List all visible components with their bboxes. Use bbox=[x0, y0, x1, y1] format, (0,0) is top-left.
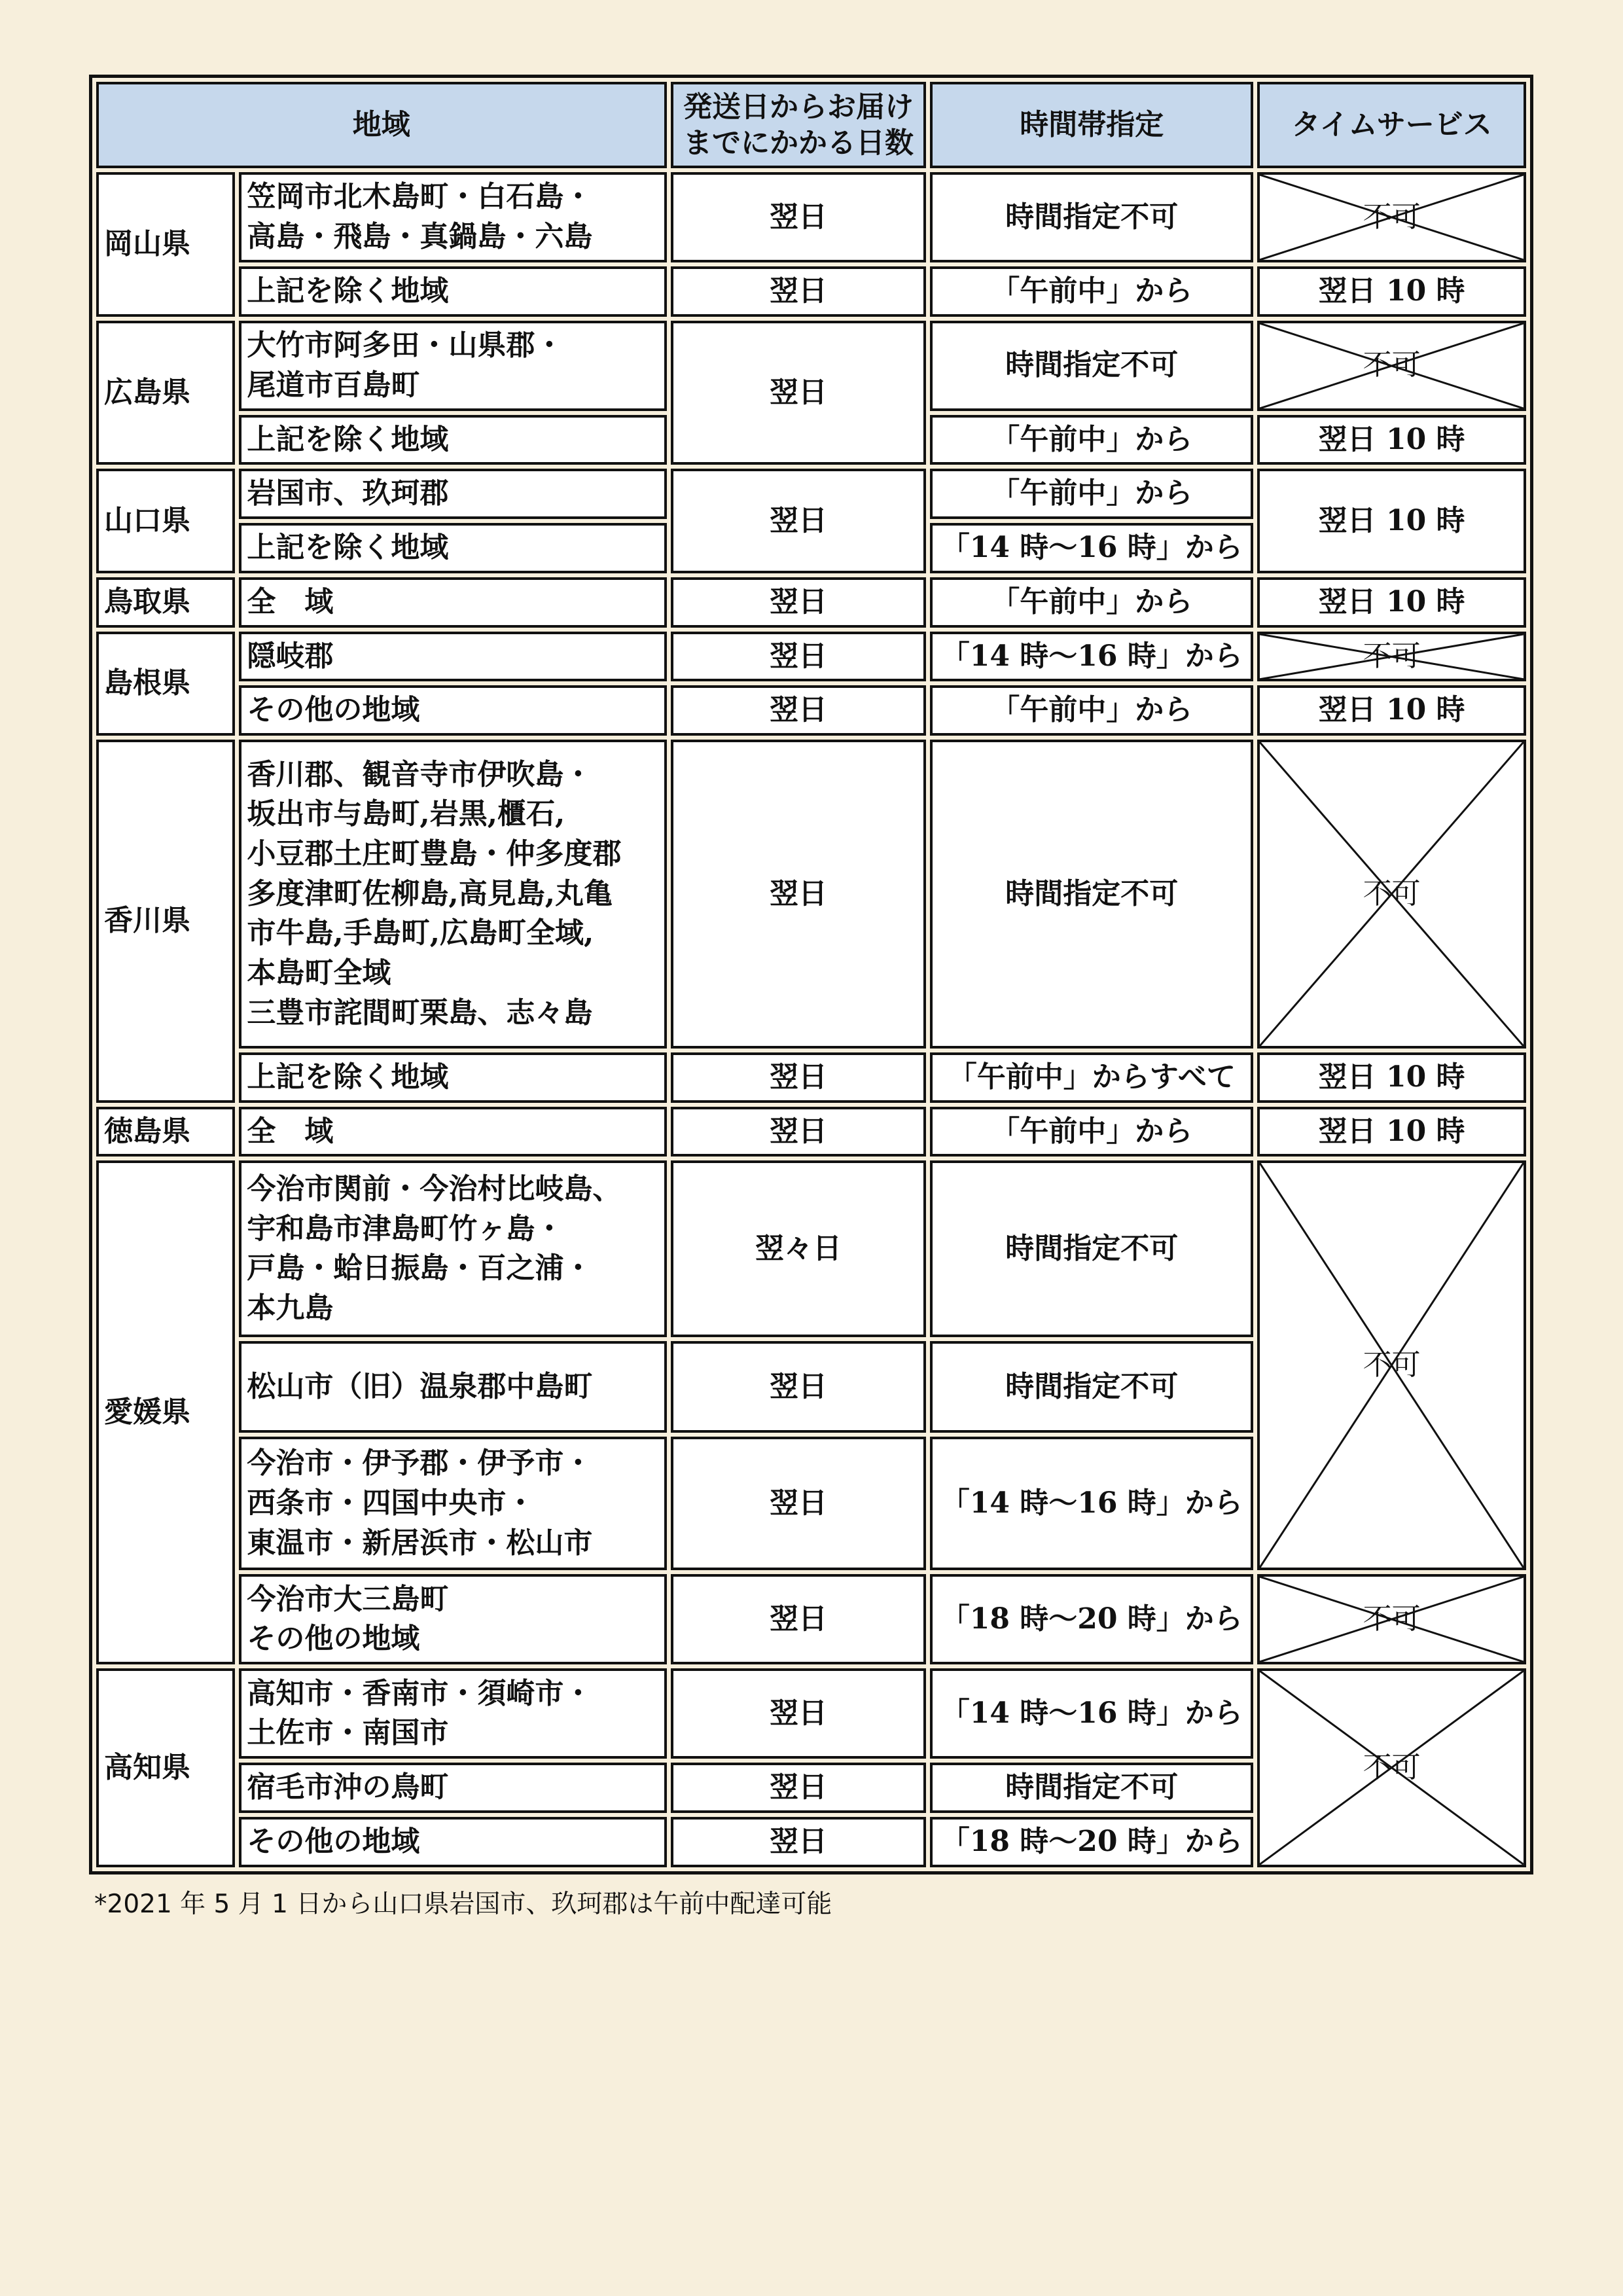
table-row bbox=[96, 685, 1526, 736]
footnote: *2021 年 5 月 1 日から山口県岩国市、玖珂郡は午前中配達可能 bbox=[94, 1889, 832, 1919]
time-cell: 「14 時～16 時」から bbox=[930, 632, 1253, 682]
table-row bbox=[96, 172, 1526, 262]
time-cell: 「14 時～16 時」から bbox=[930, 1668, 1253, 1759]
days-cell: 翌日 bbox=[671, 1668, 927, 1759]
time-cell: 「午前中」から bbox=[930, 469, 1253, 519]
delivery-table bbox=[89, 75, 1533, 1874]
days-cell: 翌日 bbox=[671, 266, 927, 317]
days-cell: 翌日 bbox=[671, 740, 927, 1049]
days-cell: 翌日 bbox=[671, 1763, 927, 1813]
area-cell: その他の地域 bbox=[239, 685, 666, 736]
time-cell: 「午前中」から bbox=[930, 577, 1253, 628]
service-unavailable-cell bbox=[1257, 1668, 1526, 1867]
area-cell: 今治市関前・今治村比岐島、 宇和島市津島町竹ヶ島・ 戸島・蛤日振島・百之浦・ 本九島 bbox=[239, 1160, 666, 1337]
days-cell: 翌日 bbox=[671, 469, 927, 573]
service-unavailable-cell bbox=[1257, 1160, 1526, 1570]
days-cell: 翌日 bbox=[671, 1817, 927, 1867]
area-cell: 香川郡、観音寺市伊吹島・ 坂出市与島町,岩黒,櫃石, 小豆郡土庄町豊島・仲多度郡 多度津町佐柳島,高見島,丸亀 市牛島,手島町,広島町全域, 本島町全域 三豊市詫間町栗島、志々島 bbox=[239, 740, 666, 1049]
area-cell: 全 域 bbox=[239, 577, 666, 628]
area-cell: 今治市大三島町 その他の地域 bbox=[239, 1574, 666, 1664]
area-cell: 松山市（旧）温泉郡中島町 bbox=[239, 1341, 666, 1433]
table-row bbox=[96, 1668, 1526, 1759]
table-row bbox=[96, 1107, 1526, 1157]
table-row bbox=[96, 1052, 1526, 1103]
service-label: 不可 bbox=[1363, 639, 1421, 673]
time-cell: 時間指定不可 bbox=[930, 740, 1253, 1049]
prefecture-cell: 島根県 bbox=[96, 632, 235, 736]
days-cell: 翌日 bbox=[671, 172, 927, 262]
service-cell: 翌日 10 時 bbox=[1257, 1052, 1526, 1103]
header-row bbox=[96, 82, 1526, 168]
prefecture-cell: 広島県 bbox=[96, 321, 235, 465]
time-cell: 時間指定不可 bbox=[930, 1763, 1253, 1813]
days-cell: 翌日 bbox=[671, 577, 927, 628]
time-cell: 時間指定不可 bbox=[930, 1160, 1253, 1337]
prefecture-cell: 山口県 bbox=[96, 469, 235, 573]
service-label: 不可 bbox=[1363, 348, 1421, 382]
area-cell: 上記を除く地域 bbox=[239, 1052, 666, 1103]
time-cell: 「午前中」から bbox=[930, 415, 1253, 465]
area-cell: 宿毛市沖の鳥町 bbox=[239, 1763, 666, 1813]
area-cell: 上記を除く地域 bbox=[239, 523, 666, 573]
area-cell: 岩国市、玖珂郡 bbox=[239, 469, 666, 519]
header-time-service: タイムサービス bbox=[1257, 82, 1526, 168]
table-row bbox=[96, 469, 1526, 519]
table-row bbox=[96, 577, 1526, 628]
prefecture-cell: 鳥取県 bbox=[96, 577, 235, 628]
table-row bbox=[96, 1160, 1526, 1337]
area-cell: その他の地域 bbox=[239, 1817, 666, 1867]
time-cell: 「午前中」から bbox=[930, 1107, 1253, 1157]
days-cell: 翌日 bbox=[671, 1052, 927, 1103]
prefecture-cell: 徳島県 bbox=[96, 1107, 235, 1157]
service-unavailable-cell bbox=[1257, 172, 1526, 262]
service-label: 不可 bbox=[1363, 876, 1421, 910]
days-cell: 翌日 bbox=[671, 1437, 927, 1570]
table-row bbox=[96, 1574, 1526, 1664]
time-cell: 時間指定不可 bbox=[930, 172, 1253, 262]
days-cell: 翌々日 bbox=[671, 1160, 927, 1337]
table-row bbox=[96, 632, 1526, 682]
table-row bbox=[96, 740, 1526, 1049]
days-cell: 翌日 bbox=[671, 1341, 927, 1433]
time-cell: 時間指定不可 bbox=[930, 1341, 1253, 1433]
area-cell: 隠岐郡 bbox=[239, 632, 666, 682]
service-unavailable-cell bbox=[1257, 632, 1526, 682]
time-cell: 「18 時～20 時」から bbox=[930, 1817, 1253, 1867]
time-cell: 「18 時～20 時」から bbox=[930, 1574, 1253, 1664]
service-unavailable-cell bbox=[1257, 321, 1526, 411]
time-cell: 「午前中」からすべて bbox=[930, 1052, 1253, 1103]
days-cell: 翌日 bbox=[671, 1107, 927, 1157]
area-cell: 今治市・伊予郡・伊予市・ 西条市・四国中央市・ 東温市・新居浜市・松山市 bbox=[239, 1437, 666, 1570]
prefecture-cell: 香川県 bbox=[96, 740, 235, 1103]
prefecture-cell: 岡山県 bbox=[96, 172, 235, 317]
time-cell: 「14 時～16 時」から bbox=[930, 523, 1253, 573]
service-unavailable-cell bbox=[1257, 1574, 1526, 1664]
service-unavailable-cell bbox=[1257, 740, 1526, 1049]
service-cell: 翌日 10 時 bbox=[1257, 415, 1526, 465]
area-cell: 上記を除く地域 bbox=[239, 415, 666, 465]
service-cell: 翌日 10 時 bbox=[1257, 1107, 1526, 1157]
time-cell: 「午前中」から bbox=[930, 685, 1253, 736]
service-cell: 翌日 10 時 bbox=[1257, 266, 1526, 317]
service-label: 不可 bbox=[1363, 1348, 1421, 1382]
area-cell: 高知市・香南市・須崎市・ 土佐市・南国市 bbox=[239, 1668, 666, 1759]
service-label: 不可 bbox=[1363, 1602, 1421, 1636]
service-cell: 翌日 10 時 bbox=[1257, 577, 1526, 628]
days-cell: 翌日 bbox=[671, 321, 927, 465]
header-days-line2: までにかかる日数 bbox=[683, 126, 914, 160]
time-cell: 時間指定不可 bbox=[930, 321, 1253, 411]
service-cell: 翌日 10 時 bbox=[1257, 469, 1526, 573]
document-sheet bbox=[89, 75, 1533, 1920]
header-region: 地域 bbox=[96, 82, 667, 168]
header-time-spec: 時間帯指定 bbox=[930, 82, 1253, 168]
service-label: 不可 bbox=[1363, 200, 1421, 234]
table-row bbox=[96, 266, 1526, 317]
time-cell: 「14 時～16 時」から bbox=[930, 1437, 1253, 1570]
area-cell: 全 域 bbox=[239, 1107, 666, 1157]
days-cell: 翌日 bbox=[671, 632, 927, 682]
area-cell: 大竹市阿多田・山県郡・ 尾道市百島町 bbox=[239, 321, 666, 411]
service-cell: 翌日 10 時 bbox=[1257, 685, 1526, 736]
prefecture-cell: 高知県 bbox=[96, 1668, 235, 1867]
header-days bbox=[671, 82, 927, 168]
prefecture-cell: 愛媛県 bbox=[96, 1160, 235, 1664]
days-cell: 翌日 bbox=[671, 685, 927, 736]
area-cell: 笠岡市北木島町・白石島・ 高島・飛島・真鍋島・六島 bbox=[239, 172, 666, 262]
area-cell: 上記を除く地域 bbox=[239, 266, 666, 317]
header-days-line1: 発送日からお届け bbox=[683, 90, 914, 124]
service-label: 不可 bbox=[1363, 1750, 1421, 1784]
table-row bbox=[96, 321, 1526, 411]
days-cell: 翌日 bbox=[671, 1574, 927, 1664]
time-cell: 「午前中」から bbox=[930, 266, 1253, 317]
